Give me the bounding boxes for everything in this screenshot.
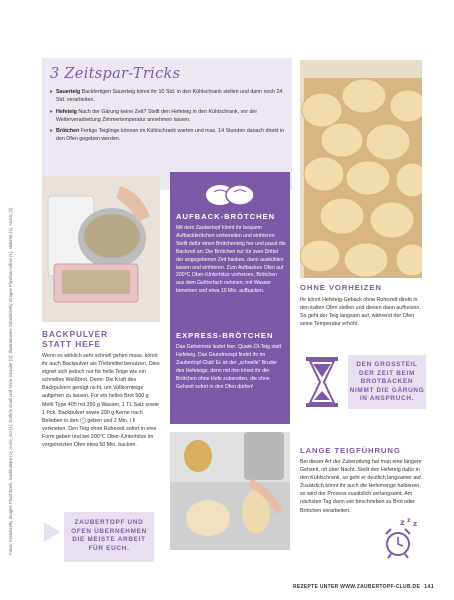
grossteil-callout: DEN GROSSTEIL DER ZEIT BEIM BROTBACKEN NIMMT DIE GÄRUNG IN ANSPRUCH. <box>348 355 426 409</box>
photo-credits: Fotos: Kreis/Getty Images Plus/iStock, Sashkalepo (1), Arnie_Go (1), Kathrin Knoll und Anne Gnauler (2); Illustrationen: iStock/Getty Images Plus/marvellise (1), slalomp (1), Archiv (2) <box>8 207 13 555</box>
tip-item: ▸ Sauerteig Backfertigen Sauerteig könnt ihr 10 Std. in den Kühlschrank stellen und dann noch 24 Std. verarbeiten. <box>50 89 283 104</box>
page-number: 141 <box>424 584 434 590</box>
dough-photo <box>170 432 290 550</box>
lange-heading: LANGE TEIGFÜHRUNG <box>300 446 401 455</box>
chevron-right-icon <box>42 520 62 544</box>
alarm-clock-icon <box>380 516 424 560</box>
backpulver-text: Wenn es wirklich sehr schnell gehen muss, könnt ihr auch Backpulver als Triebmittel benutzen. Dies eignet sich jedoch nur für helle Teige wie ein schnelles Weißbrot. Denn: Die Kraft des Backpulvers genügt nicht, um Vollkornteige aufgehen zu lassen. Für ein helles Brot 500 g Mehl Type 405 mit 350 g Wasser, 1 TL Salz sowie 1 Pck. Backpulver sowie 200 g Kerne nach Belieben in den ◯ geben und 2 Min. | ‖ verkneten. Den Teig ohne Ruhezeit sofort in eine Form geben und bei 200°C Ober-/Unterhitze im vorgeheizten Ofen etwa 50 Min. backen. <box>42 353 160 449</box>
tip-item: ▸ Hefeteig Nach der Gärung keine Zeit? Stellt den Hefeteig in den Kühlschrank, vor der Weiterverarbeitung Zimmertemperatur annehmen lassen. <box>50 108 258 123</box>
mixer-bread-photo <box>42 176 160 322</box>
zaubertopf-callout: ZAUBERTOPF UND OFEN ÜBERNEHMEN DIE MEISTE ARBEIT FÜR EUCH. <box>64 512 154 562</box>
svg-text:z: z <box>413 520 418 528</box>
tips-title: 3 Zeitspar-Tricks <box>50 66 181 82</box>
lange-text: Bei dieser Art der Zubereitung hat man eine längere Gehzeit, oft über Nacht. Stellt den Hefeteig dafür in den Kühlschrank, so geht er deutlich langsamer auf. Zusätzlich könnt ihr auch die Hefemenge halbieren, so wird der Prozess zusätzlich verlangsamt. Am nächsten Tag dann wie beschrieben zu Brot oder Brötchen verarbeiten. <box>300 459 423 514</box>
svg-text:z: z <box>400 518 405 527</box>
svg-text:z: z <box>407 517 411 524</box>
tips-list <box>50 88 286 147</box>
backpulver-heading-1: BACKPULVER <box>42 329 109 339</box>
bullet-icon: ▸ <box>50 108 54 115</box>
express-text: Das Geheimnis lautet hier: Quark-Öl-Teig statt Hefeteig. Das Grundrezept findet ihr im Zaubertopf-Club! Er ist der „schnelle“ Bruder des Hefeteigs, denn mit ihm könnt ihr die Brötchen ohne Hefe zubereiten, die ohne Gehzeit sofort in den Ofen dürfen! <box>176 344 282 390</box>
footer-url: REZEPTE UNTER WWW.ZAUBERTOPF-CLUB.DE <box>293 584 421 590</box>
bread-rolls-photo <box>300 60 422 278</box>
hourglass-icon <box>302 355 342 409</box>
aufback-text: Mit dem Zaubertopf könnt ihr bequem Aufbackbrötchen vorbereiten und einfrieren. Stellt dafür einen Brötchenteig her und passt die Backzeit an: Die Brötchen nur für zwei Drittel der angegebenen Zeit backen, dann auskühlen lassen und einfrieren. Zum Aufbacken Ofen auf 200°C Ober-/Unterhitze vorheizen, Brötchen aus dem Gefrierfach nehmen, mit Wasser benetzen und etwa 10 Min. aufbacken. <box>176 225 286 295</box>
ohne-text: Ihr könnt Hefeteig-Gebäck ohne Ruhezeit direkt in den kalten Ofen stellen und diesen dann aufheizen. So geht der Teig langsam auf, während der Ofen seine Temperatur erhöht. <box>300 297 421 328</box>
express-heading: EXPRESS-BRÖTCHEN <box>176 331 274 340</box>
bullet-icon: ▸ <box>50 89 54 95</box>
backpulver-heading-2: STATT HEFE <box>42 339 101 349</box>
aufback-heading: AUFBACK-BRÖTCHEN <box>176 212 276 221</box>
tip-item: ▸ Brötchen Fertige Teiglinge können im Kühlschrank warten und max. 14 Stunden danach direkt in den Ofen gegeben werden. <box>50 128 285 143</box>
bread-rolls-icon <box>204 178 256 208</box>
page-footer <box>293 584 434 590</box>
bullet-icon: ▸ <box>50 128 54 135</box>
ohne-heading: OHNE VORHEIZEN <box>300 283 382 292</box>
